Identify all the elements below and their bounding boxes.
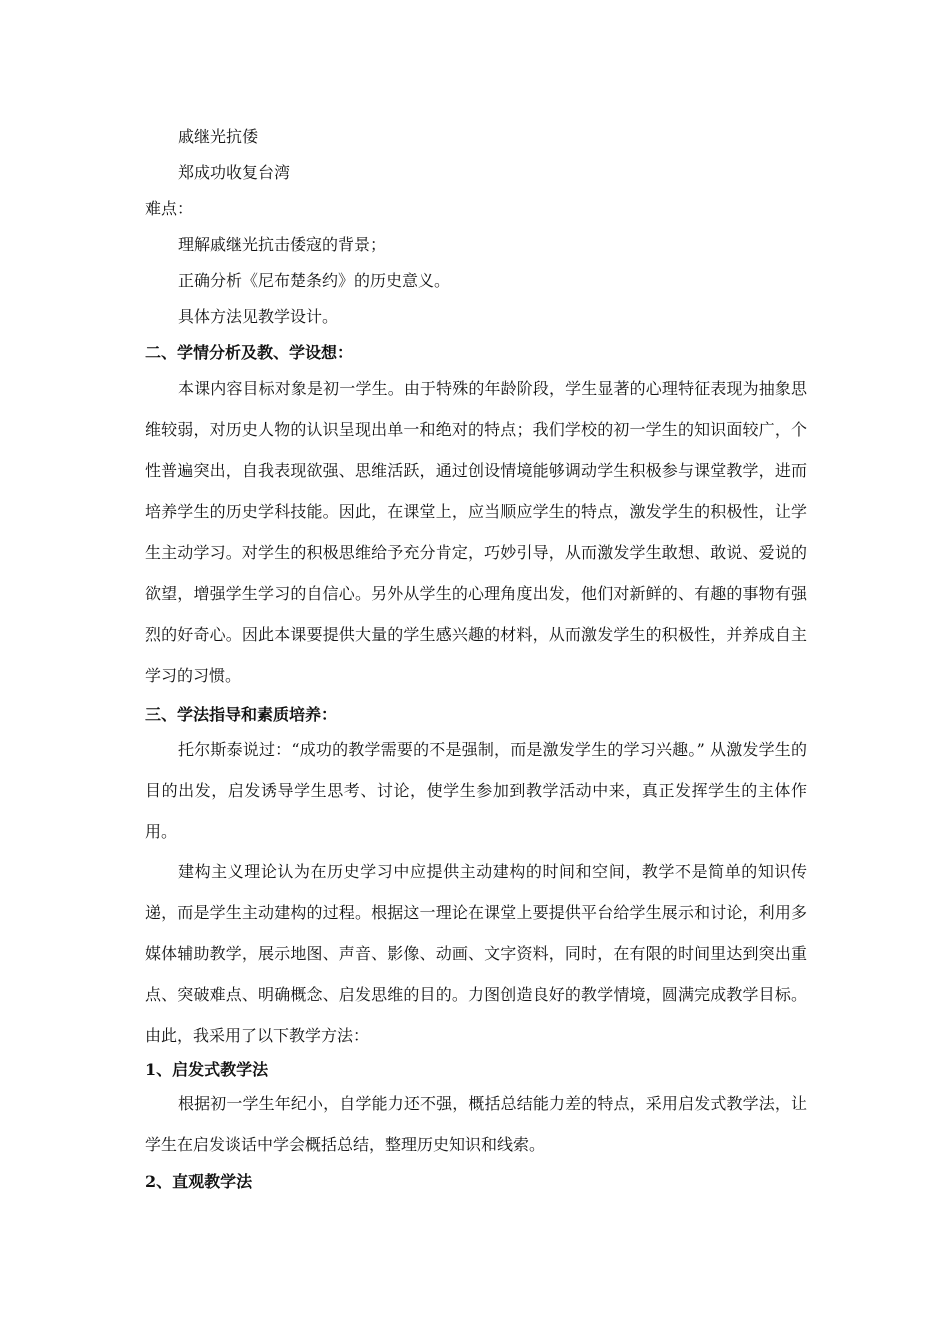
difficulty-label: 难点： bbox=[145, 199, 194, 218]
difficulty-item-2: 正确分析《尼布楚条约》的历史意义。 bbox=[178, 271, 451, 290]
difficulty-item-3: 具体方法见教学设计。 bbox=[178, 307, 339, 326]
key-point-qi-jiguang: 戚继光抗倭 bbox=[178, 127, 259, 146]
section3-paragraph-1: 托尔斯泰说过：“成功的教学需要的不是强制，而是激发学生的学习兴趣。” 从激发学生的目的出发，启发诱导学生思考、讨论，使学生参加到教学活动中来，真正发挥学生的主体作用。 bbox=[145, 740, 807, 841]
section2-paragraph: 本课内容目标对象是初一学生。由于特殊的年龄阶段，学生显著的心理特征表现为抽象思维较弱，对历史人物的认识呈现出单一和绝对的特点；我们学校的初一学生的知识面较广，个性普遍突出，自我表现欲强、思维活跃，通过创设情境能够调动学生积极参与课堂教学，进而培养学生的历史学科技能。因此，在课堂上，应当顺应学生的特点，激发学生的积极性，让学生主动学习。对学生的积极思维给予充分肯定，巧妙引导，从而激发学生敢想、敢说、爱说的欲望，增强学生学习的自信心。另外从学生的心理角度出发，他们对新鲜的、有趣的事物有强烈的好奇心。因此本课要提供大量的学生感兴趣的材料，从而激发学生的积极性，并养成自主学习的习惯。 bbox=[145, 379, 807, 685]
section3-paragraph-2: 建构主义理论认为在历史学习中应提供主动建构的时间和空间，教学不是简单的知识传递，而是学生主动建构的过程。根据这一理论在课堂上要提供平台给学生展示和讨论，利用多媒体辅助教学，展示地图、声音、影像、动画、文字资料，同时，在有限的时间里达到突出重点、突破难点、明确概念、启发思维的目的。力图创造良好的教学情境，圆满完成教学目标。由此，我采用了以下教学方法： bbox=[145, 862, 807, 1045]
method1-paragraph: 根据初一学生年纪小，自学能力还不强，概括总结能力差的特点，采用启发式教学法，让学生在启发谈话中学会概括总结，整理历史知识和线索。 bbox=[145, 1094, 807, 1154]
section3-heading: 三、学法指导和素质培养： bbox=[145, 705, 338, 724]
method2-heading: 2、直观教学法 bbox=[145, 1172, 253, 1191]
method1-heading: 1、启发式教学法 bbox=[145, 1060, 269, 1079]
difficulty-item-1: 理解戚继光抗击倭寇的背景； bbox=[178, 235, 387, 254]
section2-heading: 二、学情分析及教、学设想： bbox=[145, 343, 354, 362]
key-point-zheng-chenggong: 郑成功收复台湾 bbox=[178, 163, 291, 182]
